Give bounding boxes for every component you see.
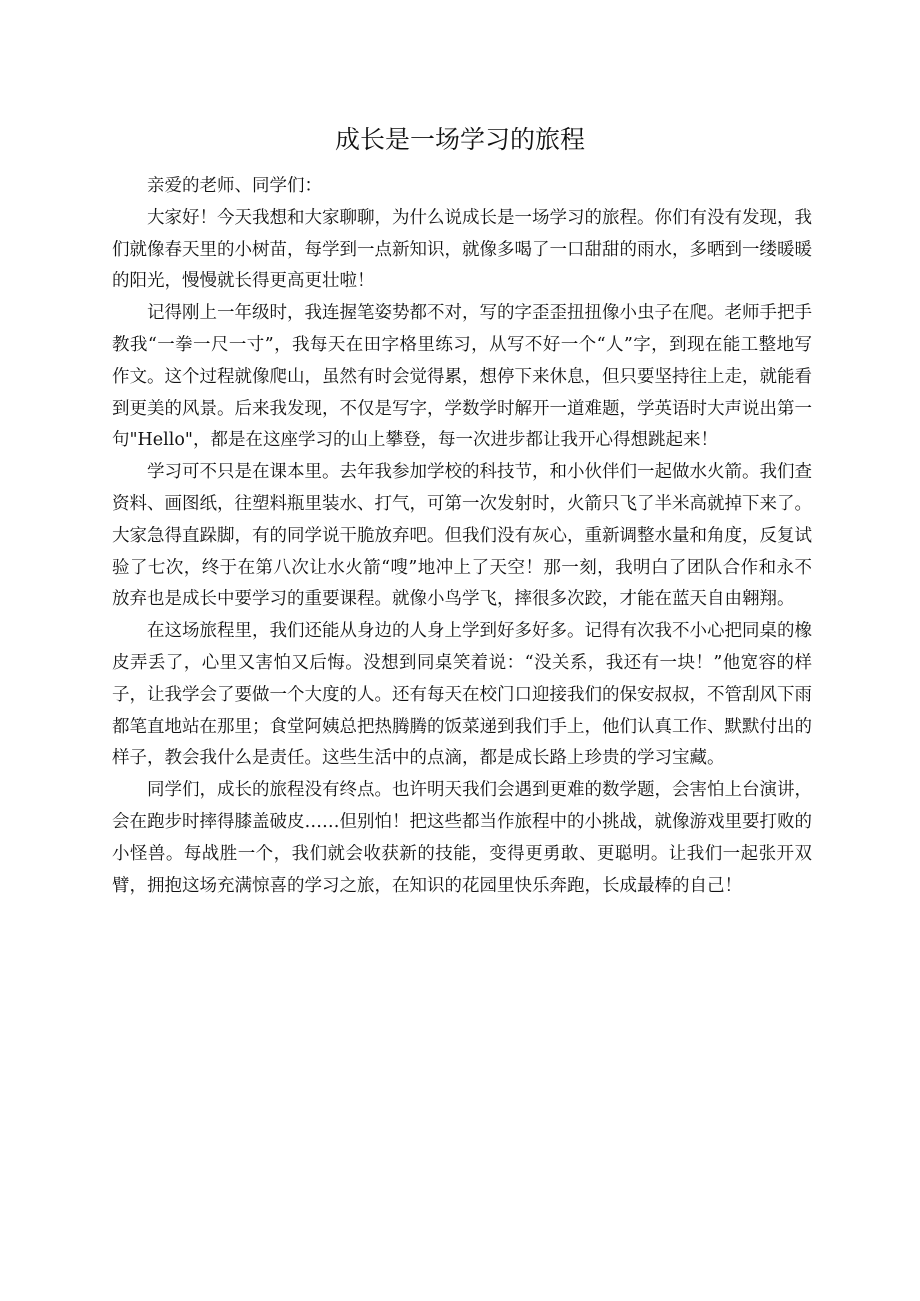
paragraph-1: 大家好！今天我想和大家聊聊，为什么说成长是一场学习的旅程。你们有没有发现，我们就像春天里的小树苗，每学到一点新知识，就像多喝了一口甜甜的雨水，多晒到一缕暖暖的阳光，慢慢就长得更高更壮啦！ [112, 207, 812, 292]
salutation: 亲爱的老师、同学们： [147, 176, 322, 196]
paragraph-3: 学习可不只是在课本里。去年我参加学校的科技节，和小伙伴们一起做水火箭。我们查资料、画图纸，往塑料瓶里装水、打气，可第一次发射时，火箭只飞了半米高就掉下来了。大家急得直跺脚，有的同学说干脆放弃吧。但我们没有灰心，重新调整水量和角度，反复试验了七次，终于在第八次让水火箭“嗖”地冲上了天空！那一刻，我明白了团队合作和永不放弃也是成长中要学习的重要课程。就像小鸟学飞，摔很多次跤，才能在蓝天自由翱翔。 [112, 462, 812, 610]
paragraph-4: 在这场旅程里，我们还能从身边的人身上学到好多好多。记得有次我不小心把同桌的橡皮弄丢了，心里又害怕又后悔。没想到同桌笑着说：“没关系，我还有一块！”他宽容的样子，让我学会了要做一个大度的人。还有每天在校门口迎接我们的保安叔叔，不管刮风下雨都笔直地站在那里；食堂阿姨总把热腾腾的饭菜递到我们手上，他们认真工作、默默付出的样子，教会我什么是责任。这些生活中的点滴，都是成长路上珍贵的学习宝藏。 [112, 621, 812, 769]
document-title: 成长是一场学习的旅程 [334, 125, 585, 154]
document-body [112, 171, 812, 902]
paragraph-2: 记得刚上一年级时，我连握笔姿势都不对，写的字歪歪扭扭像小虫子在爬。老师手把手教我“一拳一尺一寸”，我每天在田字格里练习，从写不好一个“人”字，到现在能工整地写作文。这个过程就像爬山，虽然有时会觉得累，想停下来休息，但只要坚持往上走，就能看到更美的风景。后来我发现，不仅是写字，学数学时解开一道难题，学英语时大声说出第一句"Hello"，都是在这座学习的山上攀登，每一次进步都让我开心得想跳起来！ [112, 303, 812, 451]
paragraph-5: 同学们，成长的旅程没有终点。也许明天我们会遇到更难的数学题，会害怕上台演讲，会在跑步时摔得膝盖破皮……但别怕！把这些都当作旅程中的小挑战，就像游戏里要打败的小怪兽。每战胜一个，我们就会收获新的技能，变得更勇敢、更聪明。让我们一起张开双臂，拥抱这场充满惊喜的学习之旅，在知识的花园里快乐奔跑，长成最棒的自己！ [112, 780, 812, 896]
